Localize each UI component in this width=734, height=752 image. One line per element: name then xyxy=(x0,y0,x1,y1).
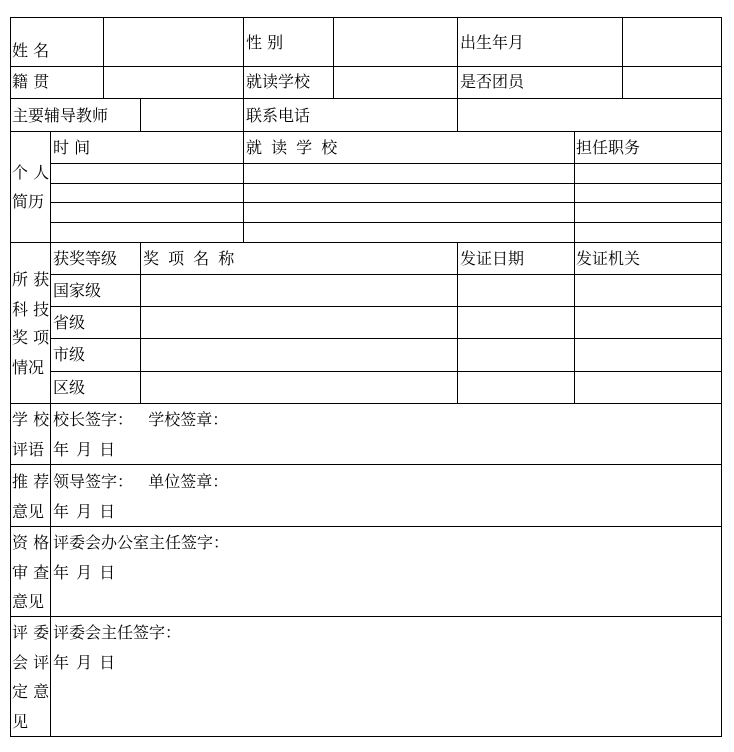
rule xyxy=(10,242,722,243)
border-bottom xyxy=(10,736,722,737)
award-level-district: 区级 xyxy=(53,378,86,397)
birth-date-label: 出生年月 xyxy=(460,33,525,52)
resume-position-header: 担任职务 xyxy=(576,138,641,157)
resume-side-label: 个 人 简历 xyxy=(12,163,50,211)
rule xyxy=(50,338,722,339)
committee-director-signature-line: 评委会主任签字： xyxy=(53,623,182,642)
committee-date: 年 月 日 xyxy=(53,653,117,672)
rule xyxy=(333,17,334,99)
native-place-label: 籍 贯 xyxy=(12,72,50,91)
rule xyxy=(50,222,722,223)
rule xyxy=(50,202,722,203)
rule xyxy=(50,131,51,737)
office-director-signature-line: 评委会办公室主任签字： xyxy=(53,533,230,552)
rule xyxy=(50,163,722,164)
rule xyxy=(10,616,722,617)
rule xyxy=(50,183,722,184)
qualification-date: 年 月 日 xyxy=(53,563,117,582)
principal-signature-line: 校长签字： 学校签章： xyxy=(53,410,229,429)
rule xyxy=(10,131,722,132)
rule xyxy=(50,274,722,275)
border-right xyxy=(721,17,722,737)
rule xyxy=(574,242,575,404)
qualification-side-label: 资 格 审 查 意见 xyxy=(12,533,50,611)
rule xyxy=(243,131,244,243)
rule xyxy=(10,98,722,99)
resume-time-header: 时 间 xyxy=(53,138,91,157)
award-authority-header: 发证机关 xyxy=(576,249,641,268)
award-level-provincial: 省级 xyxy=(53,313,86,332)
rule xyxy=(10,403,722,404)
award-level-national: 国家级 xyxy=(53,281,102,300)
rule xyxy=(622,17,623,99)
rule xyxy=(103,17,104,99)
rule xyxy=(457,242,458,404)
award-level-city: 市级 xyxy=(53,345,86,364)
school-comment-side-label: 学 校 评语 xyxy=(12,410,50,459)
tutor-label: 主要辅导教师 xyxy=(12,106,109,125)
award-name-header: 奖 项 名 称 xyxy=(143,249,237,268)
rule xyxy=(457,17,458,132)
award-date-header: 发证日期 xyxy=(460,249,525,268)
rule xyxy=(140,98,141,132)
rule xyxy=(140,242,141,404)
gender-label: 性 别 xyxy=(246,33,284,52)
committee-side-label: 评 委 会 评 定 意 见 xyxy=(12,623,50,731)
name-label: 姓 名 xyxy=(12,41,50,60)
border-top xyxy=(10,17,722,18)
school-label: 就读学校 xyxy=(246,72,311,91)
rule xyxy=(243,17,244,132)
awards-side-label: 所 获 科 技 奖 项 情况 xyxy=(12,270,50,377)
rule xyxy=(10,66,722,67)
resume-school-header: 就 读 学 校 xyxy=(246,138,340,157)
recommendation-side-label: 推 荐 意见 xyxy=(12,472,50,521)
school-comment-date: 年 月 日 xyxy=(53,440,117,459)
rule xyxy=(10,526,722,527)
recommendation-date: 年 月 日 xyxy=(53,502,117,521)
award-level-header: 获奖等级 xyxy=(53,249,118,268)
rule xyxy=(50,306,722,307)
border-left xyxy=(10,17,11,737)
rule xyxy=(574,131,575,243)
league-member-label: 是否团员 xyxy=(460,72,525,91)
rule xyxy=(10,464,722,465)
leader-signature-line: 领导签字： 单位签章： xyxy=(53,472,229,491)
rule xyxy=(50,371,722,372)
phone-label: 联系电话 xyxy=(246,106,311,125)
